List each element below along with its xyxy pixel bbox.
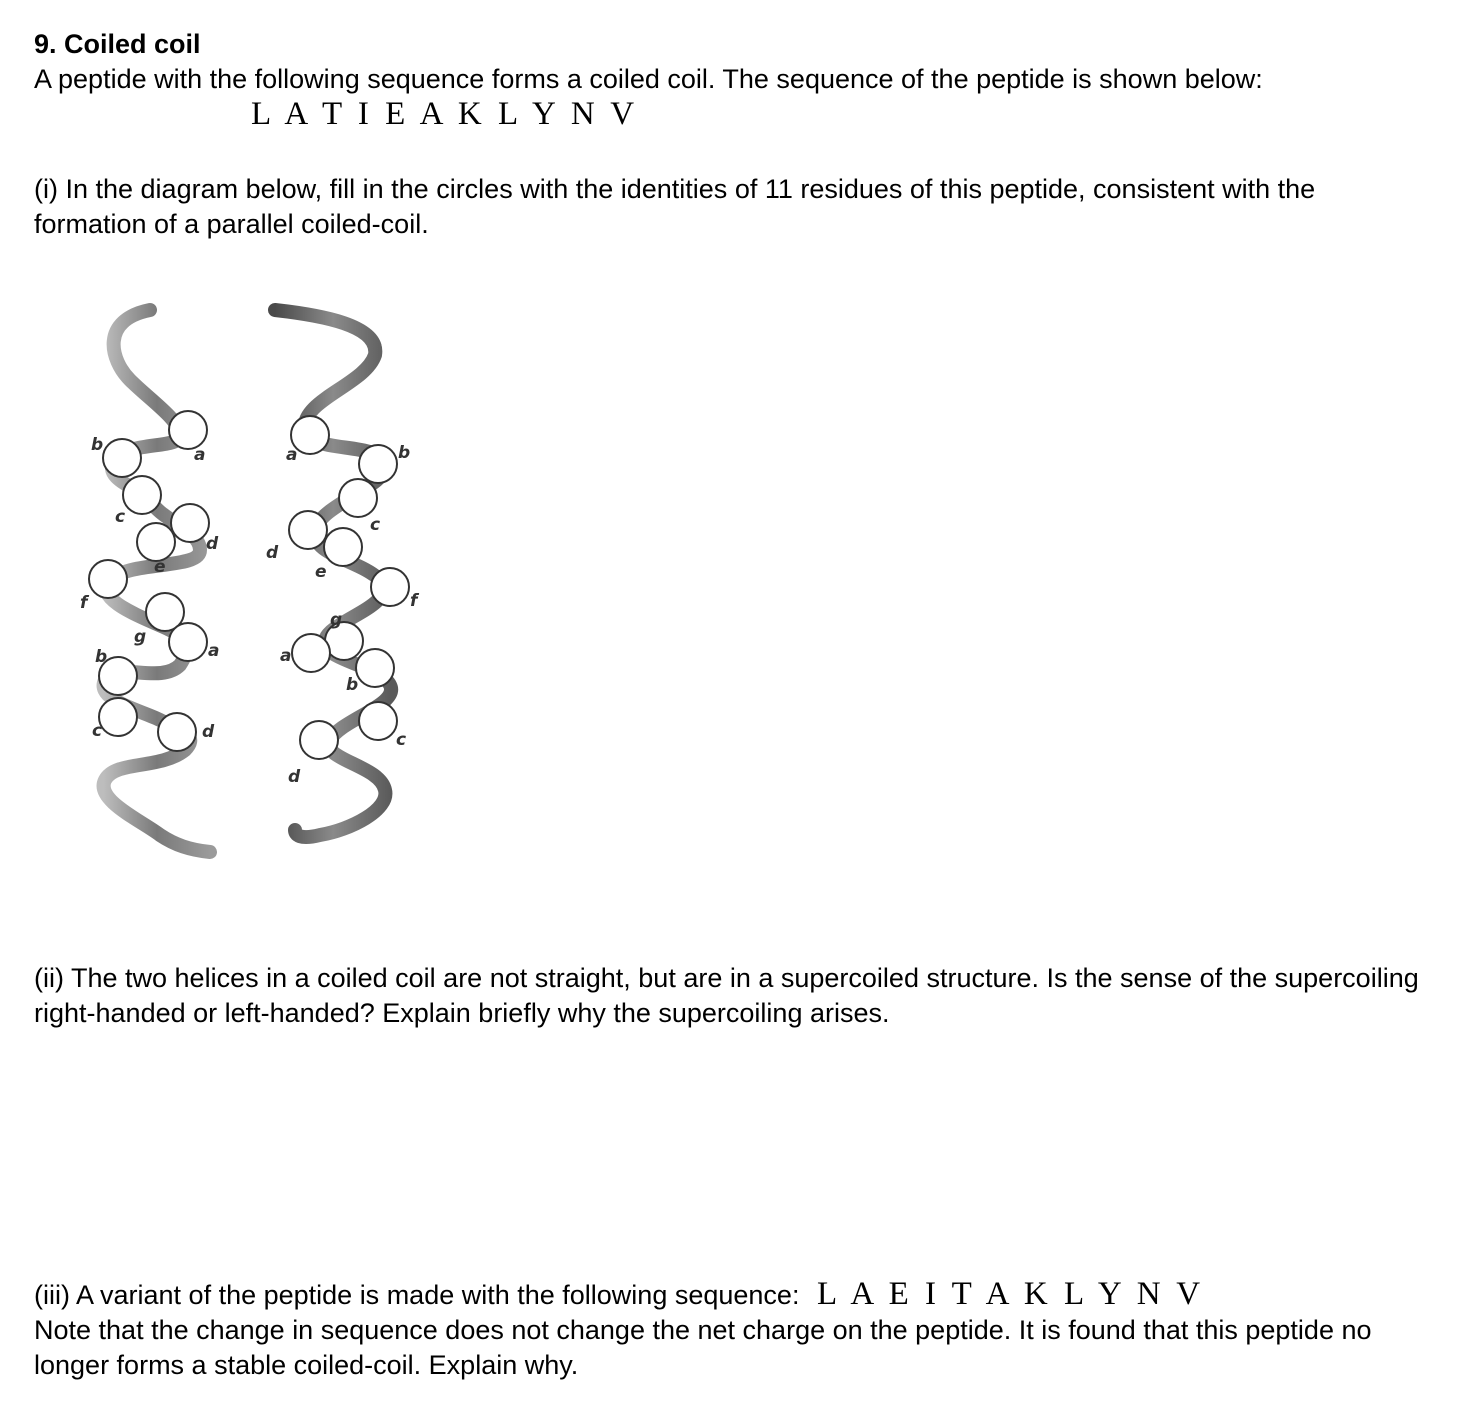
part-iii-prompt xyxy=(34,1277,1434,1383)
variant-sequence: L A E I T A K L Y N V xyxy=(816,1276,1205,1312)
right-helix-ribbon xyxy=(275,310,391,837)
part-iii-prefix: (iii) A variant of the peptide is made with the following sequence: xyxy=(34,1280,800,1310)
residue-circle[interactable] xyxy=(169,623,207,661)
heptad-label: f xyxy=(410,591,418,611)
heptad-label: b xyxy=(95,647,108,667)
heptad-label: b xyxy=(398,443,411,463)
heptad-label: c xyxy=(115,507,126,527)
question-intro: A peptide with the following sequence forms a coiled coil. The sequence of the peptide is shown below: xyxy=(34,64,1263,94)
part-i-prompt: (i) In the diagram below, fill in the circles with the identities of 11 residues of this peptide, consistent with the formation of a parallel coiled-coil. xyxy=(34,174,1316,239)
heptad-label: d xyxy=(202,722,215,742)
residue-circle[interactable] xyxy=(356,649,394,687)
part-ii-prompt: (ii) The two helices in a coiled coil are not straight, but are in a supercoiled structure. Is the sense of the supercoiling right-handed or left-handed? Explain briefly why the supercoiling arises. xyxy=(34,963,1419,1028)
heptad-label: b xyxy=(91,435,104,455)
heptad-label: a xyxy=(208,641,220,661)
residue-circle[interactable] xyxy=(99,698,137,736)
residue-circle[interactable] xyxy=(339,479,377,517)
residue-circle[interactable] xyxy=(371,568,409,606)
residue-circle[interactable] xyxy=(171,504,209,542)
residue-circle[interactable] xyxy=(324,528,362,566)
residue-circle[interactable] xyxy=(359,702,397,740)
residue-circle[interactable] xyxy=(103,439,141,477)
heptad-label: a xyxy=(194,445,206,465)
heptad-label: a xyxy=(280,646,292,666)
question-title: 9. Coiled coil xyxy=(34,29,201,59)
heptad-label: c xyxy=(92,721,103,741)
heptad-label: d xyxy=(266,543,279,563)
residue-circle[interactable] xyxy=(137,523,175,561)
heptad-label: a xyxy=(286,445,298,465)
heptad-label: e xyxy=(154,557,166,577)
heptad-label: c xyxy=(396,730,407,750)
heptad-label: d xyxy=(206,534,219,554)
residue-circle[interactable] xyxy=(292,634,330,672)
residue-circle[interactable] xyxy=(169,411,207,449)
residue-circle[interactable] xyxy=(359,445,397,483)
heptad-label: b xyxy=(346,675,359,695)
peptide-sequence: L A T I E A K L Y N V xyxy=(251,96,639,132)
residue-circle[interactable] xyxy=(289,511,327,549)
residue-circle[interactable] xyxy=(300,721,338,759)
coiled-coil-diagram xyxy=(60,290,460,870)
residue-circle[interactable] xyxy=(89,560,127,598)
heptad-label: g xyxy=(330,610,343,630)
heptad-label: c xyxy=(370,515,381,535)
heptad-label: f xyxy=(80,593,88,613)
residue-circle[interactable] xyxy=(158,713,196,751)
right-helix-circles[interactable] xyxy=(289,416,409,759)
residue-circle[interactable] xyxy=(123,476,161,514)
heptad-label: d xyxy=(288,767,301,787)
heptad-label: g xyxy=(134,627,147,647)
part-iii-rest: Note that the change in sequence does not change the net charge on the peptide. It is found that this peptide no longer forms a stable coiled-coil. Explain why. xyxy=(34,1315,1372,1380)
heptad-label: e xyxy=(315,562,327,582)
